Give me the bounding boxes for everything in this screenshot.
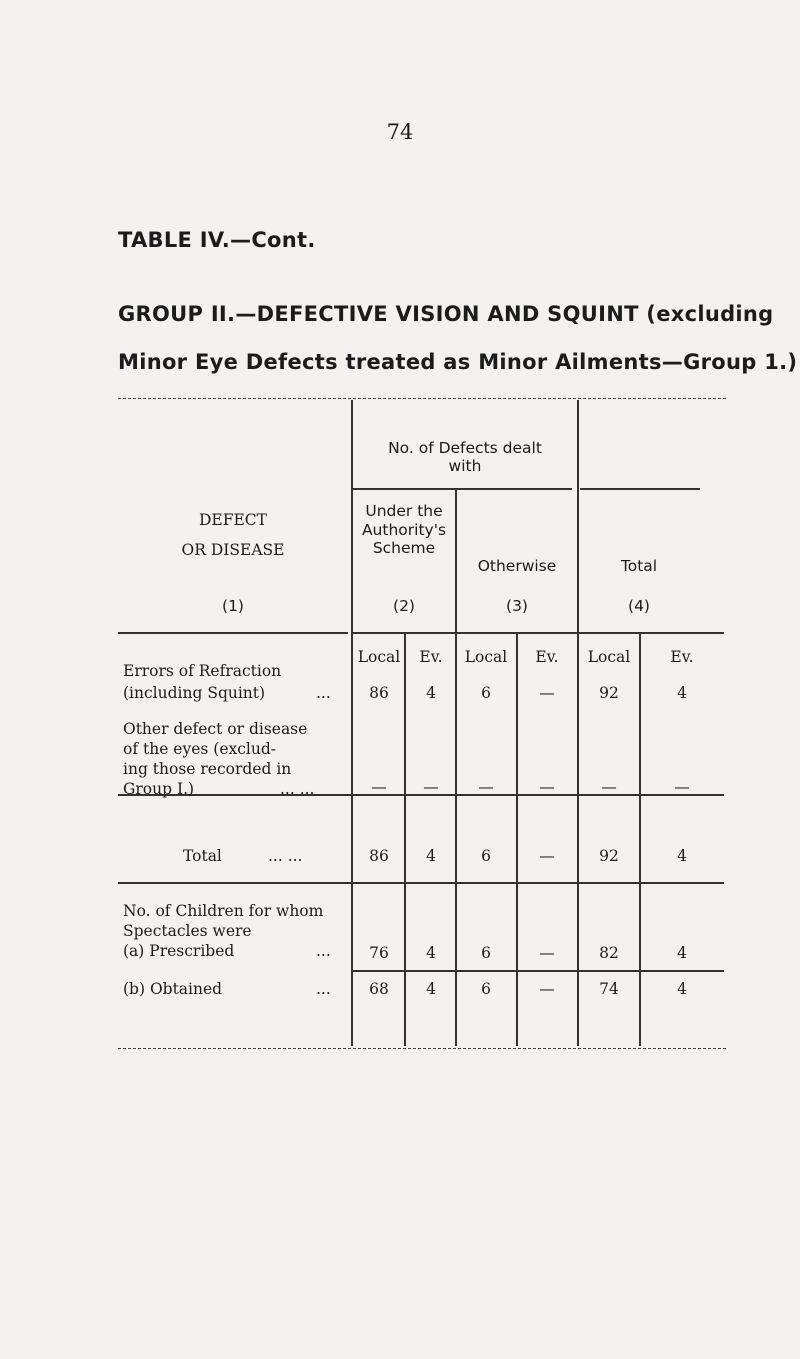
row-other-dots: ... ...: [280, 780, 315, 798]
subheader-rule: [352, 632, 724, 634]
prescribed-ev-4: 4: [677, 944, 687, 962]
header-group-line1: No. of Defects dealt: [388, 439, 542, 457]
header-defect-line2: OR DISEASE: [181, 541, 285, 559]
row-other-line3: ing those recorded in: [123, 760, 292, 778]
refraction-ev-3: —: [539, 684, 555, 702]
table-bottom-rule: [118, 1048, 726, 1049]
row-refraction-dots: ...: [316, 684, 331, 702]
obtained-ev-4: 4: [677, 980, 687, 998]
sub-local-4: Local: [587, 648, 631, 666]
obtained-local-2: 68: [369, 980, 389, 998]
row-other-line2: of the eyes (exclud-: [123, 740, 277, 758]
row-obtained-dots: ...: [316, 980, 331, 998]
group-title-line1: GROUP II.—DEFECTIVE VISION AND SQUINT (excluding: [118, 302, 774, 326]
refraction-local-2: 86: [369, 684, 389, 702]
sub-ev-2: Ev.: [419, 648, 443, 666]
total-local-2: 86: [369, 847, 389, 865]
header-col2-label: Under the Authority's Scheme: [361, 502, 447, 557]
page-number: 74: [386, 120, 414, 144]
header-col4-num: (4): [628, 597, 650, 615]
total-col-rule: [580, 488, 700, 490]
total-local-3: 6: [481, 847, 491, 865]
obtained-local-4: 74: [599, 980, 619, 998]
row-refraction-line1: Errors of Refraction: [123, 662, 282, 680]
sub-ev-4: Ev.: [670, 648, 694, 666]
other-ev-3: —: [539, 778, 555, 796]
other-ev-4: —: [674, 778, 690, 796]
header-col1-num: (1): [222, 597, 244, 615]
total-ev-2: 4: [426, 847, 436, 865]
total-ev-4: 4: [677, 847, 687, 865]
sub-ev-3: Ev.: [535, 648, 559, 666]
obtained-ev-2: 4: [426, 980, 436, 998]
obtained-top-rule: [352, 970, 724, 972]
other-local-4: —: [601, 778, 617, 796]
group-header-rule-2: [456, 488, 572, 490]
header-defect-line1: DEFECT: [198, 511, 267, 529]
other-local-2: —: [371, 778, 387, 796]
header-bottom-rule: [118, 632, 348, 634]
other-local-3: —: [478, 778, 494, 796]
total-local-4: 92: [599, 847, 619, 865]
header-col3-num: (3): [506, 597, 528, 615]
header-col3-label: Otherwise: [477, 557, 557, 575]
obtained-ev-3: —: [539, 980, 555, 998]
row-total-label: Total: [183, 847, 222, 865]
sub-local-3: Local: [464, 648, 508, 666]
prescribed-ev-3: —: [539, 944, 555, 962]
row-children-line1: No. of Children for whom: [123, 902, 324, 920]
obtained-local-3: 6: [481, 980, 491, 998]
row-total-dots: ... ...: [268, 847, 303, 865]
prescribed-local-4: 82: [599, 944, 619, 962]
row-refraction-line2: (including Squint): [123, 684, 266, 702]
other-ev-2: —: [423, 778, 439, 796]
row-prescribed-label: (a) Prescribed: [123, 942, 235, 960]
table-label: TABLE IV.—Cont.: [118, 228, 316, 252]
row-other-line1: Other defect or disease: [123, 720, 308, 738]
refraction-local-4: 92: [599, 684, 619, 702]
prescribed-local-2: 76: [369, 944, 389, 962]
refraction-local-3: 6: [481, 684, 491, 702]
row-children-line2: Spectacles were: [123, 922, 252, 940]
total-ev-3: —: [539, 847, 555, 865]
row-prescribed-dots: ...: [316, 942, 331, 960]
refraction-ev-2: 4: [426, 684, 436, 702]
row-other-line4: Group I.): [123, 780, 195, 798]
refraction-ev-4: 4: [677, 684, 687, 702]
sub-local-2: Local: [357, 648, 401, 666]
prescribed-ev-2: 4: [426, 944, 436, 962]
prescribed-local-3: 6: [481, 944, 491, 962]
group-header-rule: [352, 488, 456, 490]
total-bottom-rule: [118, 882, 724, 884]
header-col4-label: Total: [620, 557, 658, 575]
row-obtained-label: (b) Obtained: [123, 980, 223, 998]
group-title-line2: Minor Eye Defects treated as Minor Ailments—Group 1.): [118, 350, 798, 374]
header-col2-num: (2): [393, 597, 415, 615]
table-top-rule: [118, 398, 726, 399]
header-group-line2: with: [448, 457, 482, 475]
